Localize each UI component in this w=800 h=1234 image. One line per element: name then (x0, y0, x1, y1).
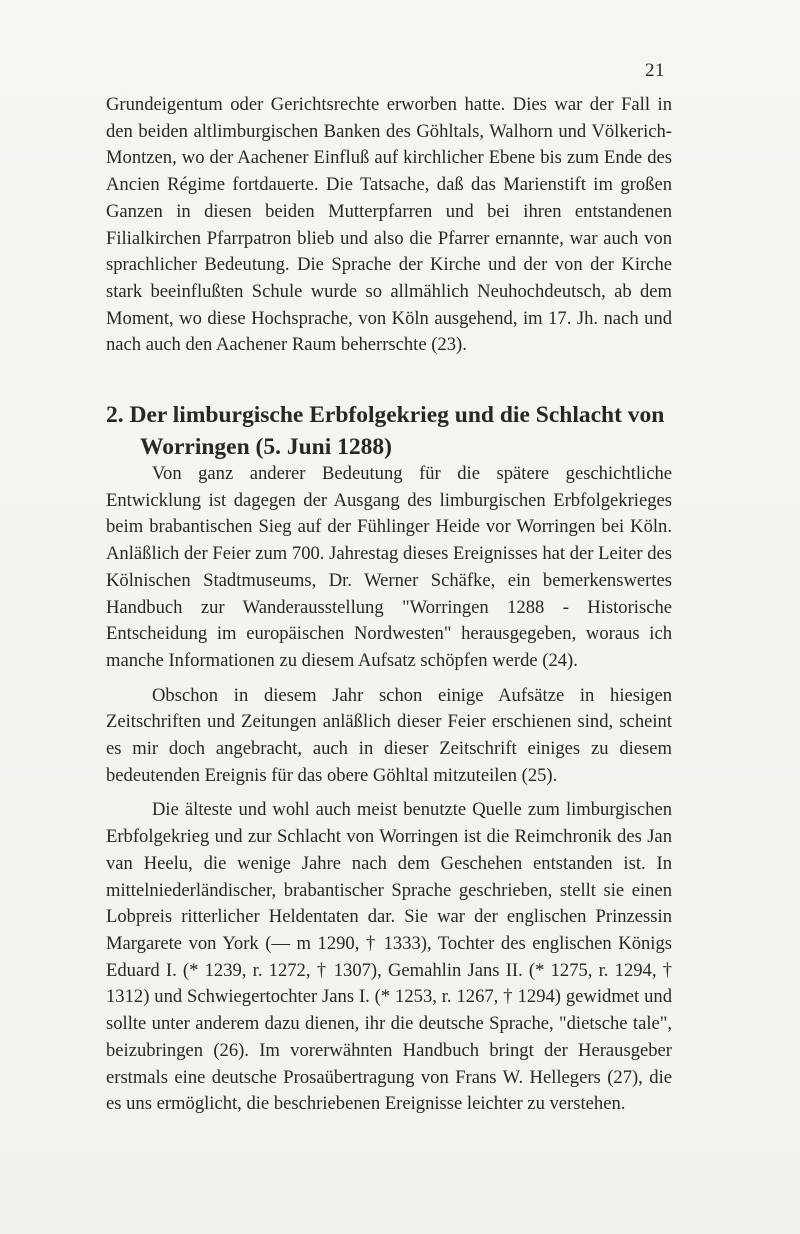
page-body (106, 92, 672, 1118)
section-paragraph-2: Obschon in diesem Jahr schon einige Aufsätze in hiesigen Zeitschriften und Zeitungen anläßlich dieser Feier erschienen sind, scheint es mir doch angebracht, auch in dieser Zeitschrift einiges zu diesem bedeutenden Ereignis für das obere Göhltal mitzuteilen (25). (106, 684, 672, 786)
paragraph-continued: Grundeigentum oder Gerichtsrechte erworben hatte. Dies war der Fall in den beiden altlimburgischen Banken des Göhltals, Walhorn und Völkerich-Montzen, wo der Aachener Einfluß auf kirchlicher Ebene bis zum Ende des Ancien Régime fortdauerte. Die Tatsache, daß das Marienstift im großen Ganzen in diesen beiden Mutterpfarren und bei ihren entstandenen Filialkirchen Pfarrpatron blieb und also die Pfarrer ernannte, war auch von sprachlicher Bedeutung. Die Sprache der Kirche und der von der Kirche stark beeinflußten Schule wurde so allmählich Neuhochdeutsch, ab dem Moment, wo diese Hochsprache, von Köln ausgehend, im 17. Jh. nach und nach auch den Aachener Raum beherrschte (23). (106, 94, 672, 356)
section-paragraph-1: Von ganz anderer Bedeutung für die spätere geschichtliche Entwicklung ist dagegen der Ausgang des limburgischen Erbfolgekrieges beim brabantischen Sieg auf der Fühlinger Heide vor Worringen bei Köln. Anläßlich der Feier zum 700. Jahrestag dieses Ereignisses hat der Leiter des Kölnischen Stadtmuseums, Dr. Werner Schäfke, ein bemerkenswertes Handbuch zur Wanderausstellung "Worringen 1288 - Historische Entscheidung im europäischen Nordwesten" herausgegeben, woraus ich manche Informationen zu diesem Aufsatz schöpfen werde (24). (106, 463, 672, 671)
page-number: 21 (645, 60, 665, 81)
section-heading: 2. Der limburgische Erbfolgekrieg und die Schlacht von Worringen (5. Juni 1288) (106, 402, 665, 461)
section-paragraph-3: Die älteste und wohl auch meist benutzte Quelle zum limburgischen Erbfolgekrieg und zur Schlacht von Worringen ist die Reimchronik des Jan van Heelu, die wenige Jahre nach dem Geschehen entstanden ist. In mittelniederländischer, brabantischer Sprache geschrieben, stellt sie einen Lobpreis ritterlicher Heldentaten dar. Sie war der englischen Prinzessin Margarete von York (— m 1290, † 1333), Tochter des englischen Königs Eduard I. (* 1239, r. 1272, † 1307), Gemahlin Jans II. (* 1275, r. 1294, † 1312) und Schwiegertochter Jans I. (* 1253, r. 1267, † 1294) gewidmet und sollte unter anderem dazu dienen, ihr die deutsche Sprache, "dietsche tale", beizubringen (26). Im vorerwähnten Handbuch bringt der Herausgeber erstmals eine deutsche Prosaübertragung von Frans W. Hellegers (27), die es uns ermöglicht, die beschriebenen Ereignisse leichter zu verstehen. (106, 799, 672, 1115)
